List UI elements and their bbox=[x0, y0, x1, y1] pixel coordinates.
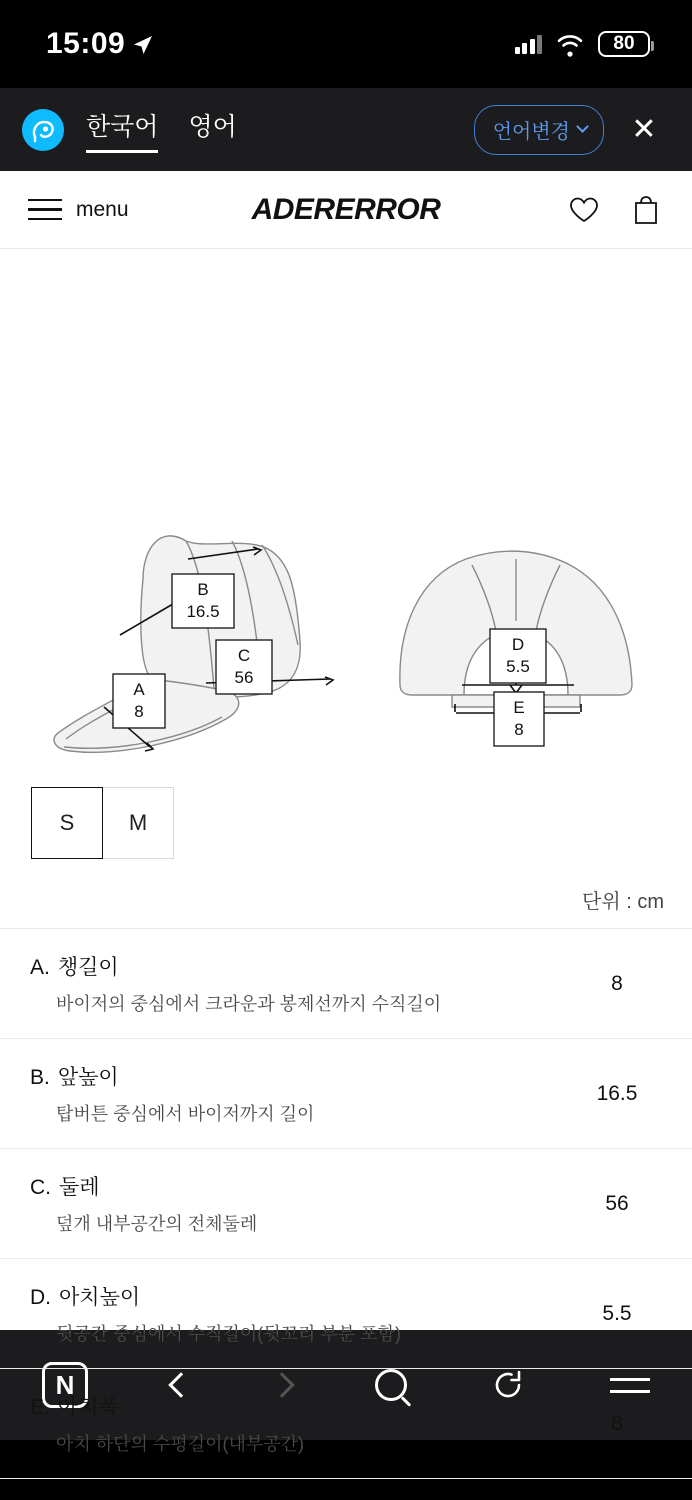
svg-text:A: A bbox=[133, 680, 145, 699]
language-tabs bbox=[86, 107, 237, 153]
row-title bbox=[30, 1171, 572, 1201]
battery-indicator bbox=[598, 31, 650, 57]
clock: 15:09 bbox=[46, 27, 126, 60]
cellular-signal-icon bbox=[515, 34, 543, 54]
row-description: 덮개 내부공간의 전체둘레 bbox=[56, 1214, 258, 1234]
table-row bbox=[0, 1149, 692, 1259]
table-row bbox=[0, 1369, 692, 1479]
size-selector bbox=[0, 787, 692, 859]
row-value: 8 bbox=[611, 1411, 623, 1435]
close-icon[interactable]: ✕ bbox=[631, 112, 657, 146]
change-language-button[interactable] bbox=[474, 105, 604, 155]
svg-text:16.5: 16.5 bbox=[186, 602, 220, 621]
row-letter: E. bbox=[30, 1396, 50, 1419]
hamburger-icon[interactable] bbox=[28, 199, 62, 221]
callout-b bbox=[172, 574, 234, 628]
unit-note: 단위 : cm bbox=[582, 891, 664, 913]
row-title bbox=[30, 1061, 572, 1091]
cap-measurement-illustration bbox=[0, 249, 692, 769]
change-language-label: 언어변경 bbox=[492, 120, 570, 143]
row-labels bbox=[30, 1061, 572, 1126]
svg-text:5.5: 5.5 bbox=[506, 657, 530, 676]
row-labels bbox=[30, 1171, 572, 1236]
row-title bbox=[30, 951, 572, 981]
svg-text:8: 8 bbox=[134, 702, 144, 721]
status-bar-right bbox=[515, 31, 651, 57]
heart-icon[interactable] bbox=[568, 194, 600, 226]
header-actions bbox=[568, 194, 662, 226]
row-letter: D. bbox=[30, 1286, 51, 1309]
row-value: 8 bbox=[611, 971, 623, 995]
table-row bbox=[0, 1259, 692, 1369]
size-option-s[interactable]: S bbox=[31, 787, 103, 859]
row-value: 56 bbox=[605, 1191, 629, 1215]
svg-text:D: D bbox=[511, 635, 525, 654]
tab-korean[interactable]: 한국어 bbox=[86, 107, 158, 153]
row-labels bbox=[30, 1391, 572, 1456]
tab-english[interactable]: 영어 bbox=[188, 112, 237, 141]
status-bar bbox=[0, 0, 692, 88]
callout-e bbox=[494, 692, 544, 746]
row-letter: C. bbox=[30, 1176, 51, 1199]
svg-text:56: 56 bbox=[234, 668, 254, 687]
row-value: 5.5 bbox=[602, 1301, 632, 1325]
row-name: 아치폭 bbox=[57, 1396, 119, 1419]
menu-label[interactable]: menu bbox=[76, 197, 129, 221]
measurement-table bbox=[0, 928, 692, 1479]
table-row bbox=[0, 1039, 692, 1149]
row-description: 바이저의 중심에서 크라운과 봉제선까지 수직길이 bbox=[56, 994, 442, 1014]
row-title bbox=[30, 1281, 572, 1311]
papago-icon[interactable] bbox=[22, 109, 64, 151]
row-labels bbox=[30, 951, 572, 1016]
row-name: 앞높이 bbox=[57, 1066, 119, 1089]
callout-d bbox=[490, 629, 546, 683]
callout-a bbox=[113, 674, 165, 728]
row-value: 16.5 bbox=[596, 1081, 638, 1105]
row-letter: A. bbox=[30, 956, 50, 979]
shopping-bag-icon[interactable] bbox=[630, 194, 662, 226]
location-arrow-icon bbox=[133, 35, 153, 55]
web-page bbox=[0, 171, 692, 1454]
chevron-down-icon bbox=[576, 120, 589, 133]
wifi-icon bbox=[555, 33, 585, 55]
svg-text:C: C bbox=[237, 646, 251, 665]
row-title bbox=[30, 1391, 572, 1421]
row-letter: B. bbox=[30, 1066, 50, 1089]
size-option-m[interactable]: M bbox=[102, 787, 174, 859]
home-button[interactable]: N bbox=[42, 1362, 88, 1408]
row-description: 탑버튼 중심에서 바이저까지 길이 bbox=[56, 1104, 315, 1124]
svg-text:E: E bbox=[513, 698, 525, 717]
table-row bbox=[0, 929, 692, 1039]
row-name: 아치높이 bbox=[59, 1286, 141, 1309]
size-diagram bbox=[0, 249, 692, 769]
svg-text:8: 8 bbox=[514, 720, 524, 739]
row-labels bbox=[30, 1281, 572, 1346]
page-title: ADERERROR bbox=[251, 193, 441, 226]
battery-level: 80 bbox=[613, 33, 635, 54]
row-description: 아치 하단의 수평길이(내부공간) bbox=[56, 1434, 305, 1454]
row-name: 둘레 bbox=[59, 1176, 100, 1199]
site-header bbox=[0, 171, 692, 249]
translate-bar bbox=[0, 88, 692, 171]
row-name: 챙길이 bbox=[57, 956, 119, 979]
status-bar-left bbox=[46, 27, 153, 61]
search-icon[interactable] bbox=[375, 1369, 407, 1401]
row-description: 뒷공간 중심에서 수직길이(뒷꼬리 부분 포함) bbox=[56, 1324, 401, 1344]
callout-c bbox=[216, 640, 272, 694]
svg-text:B: B bbox=[197, 580, 209, 599]
